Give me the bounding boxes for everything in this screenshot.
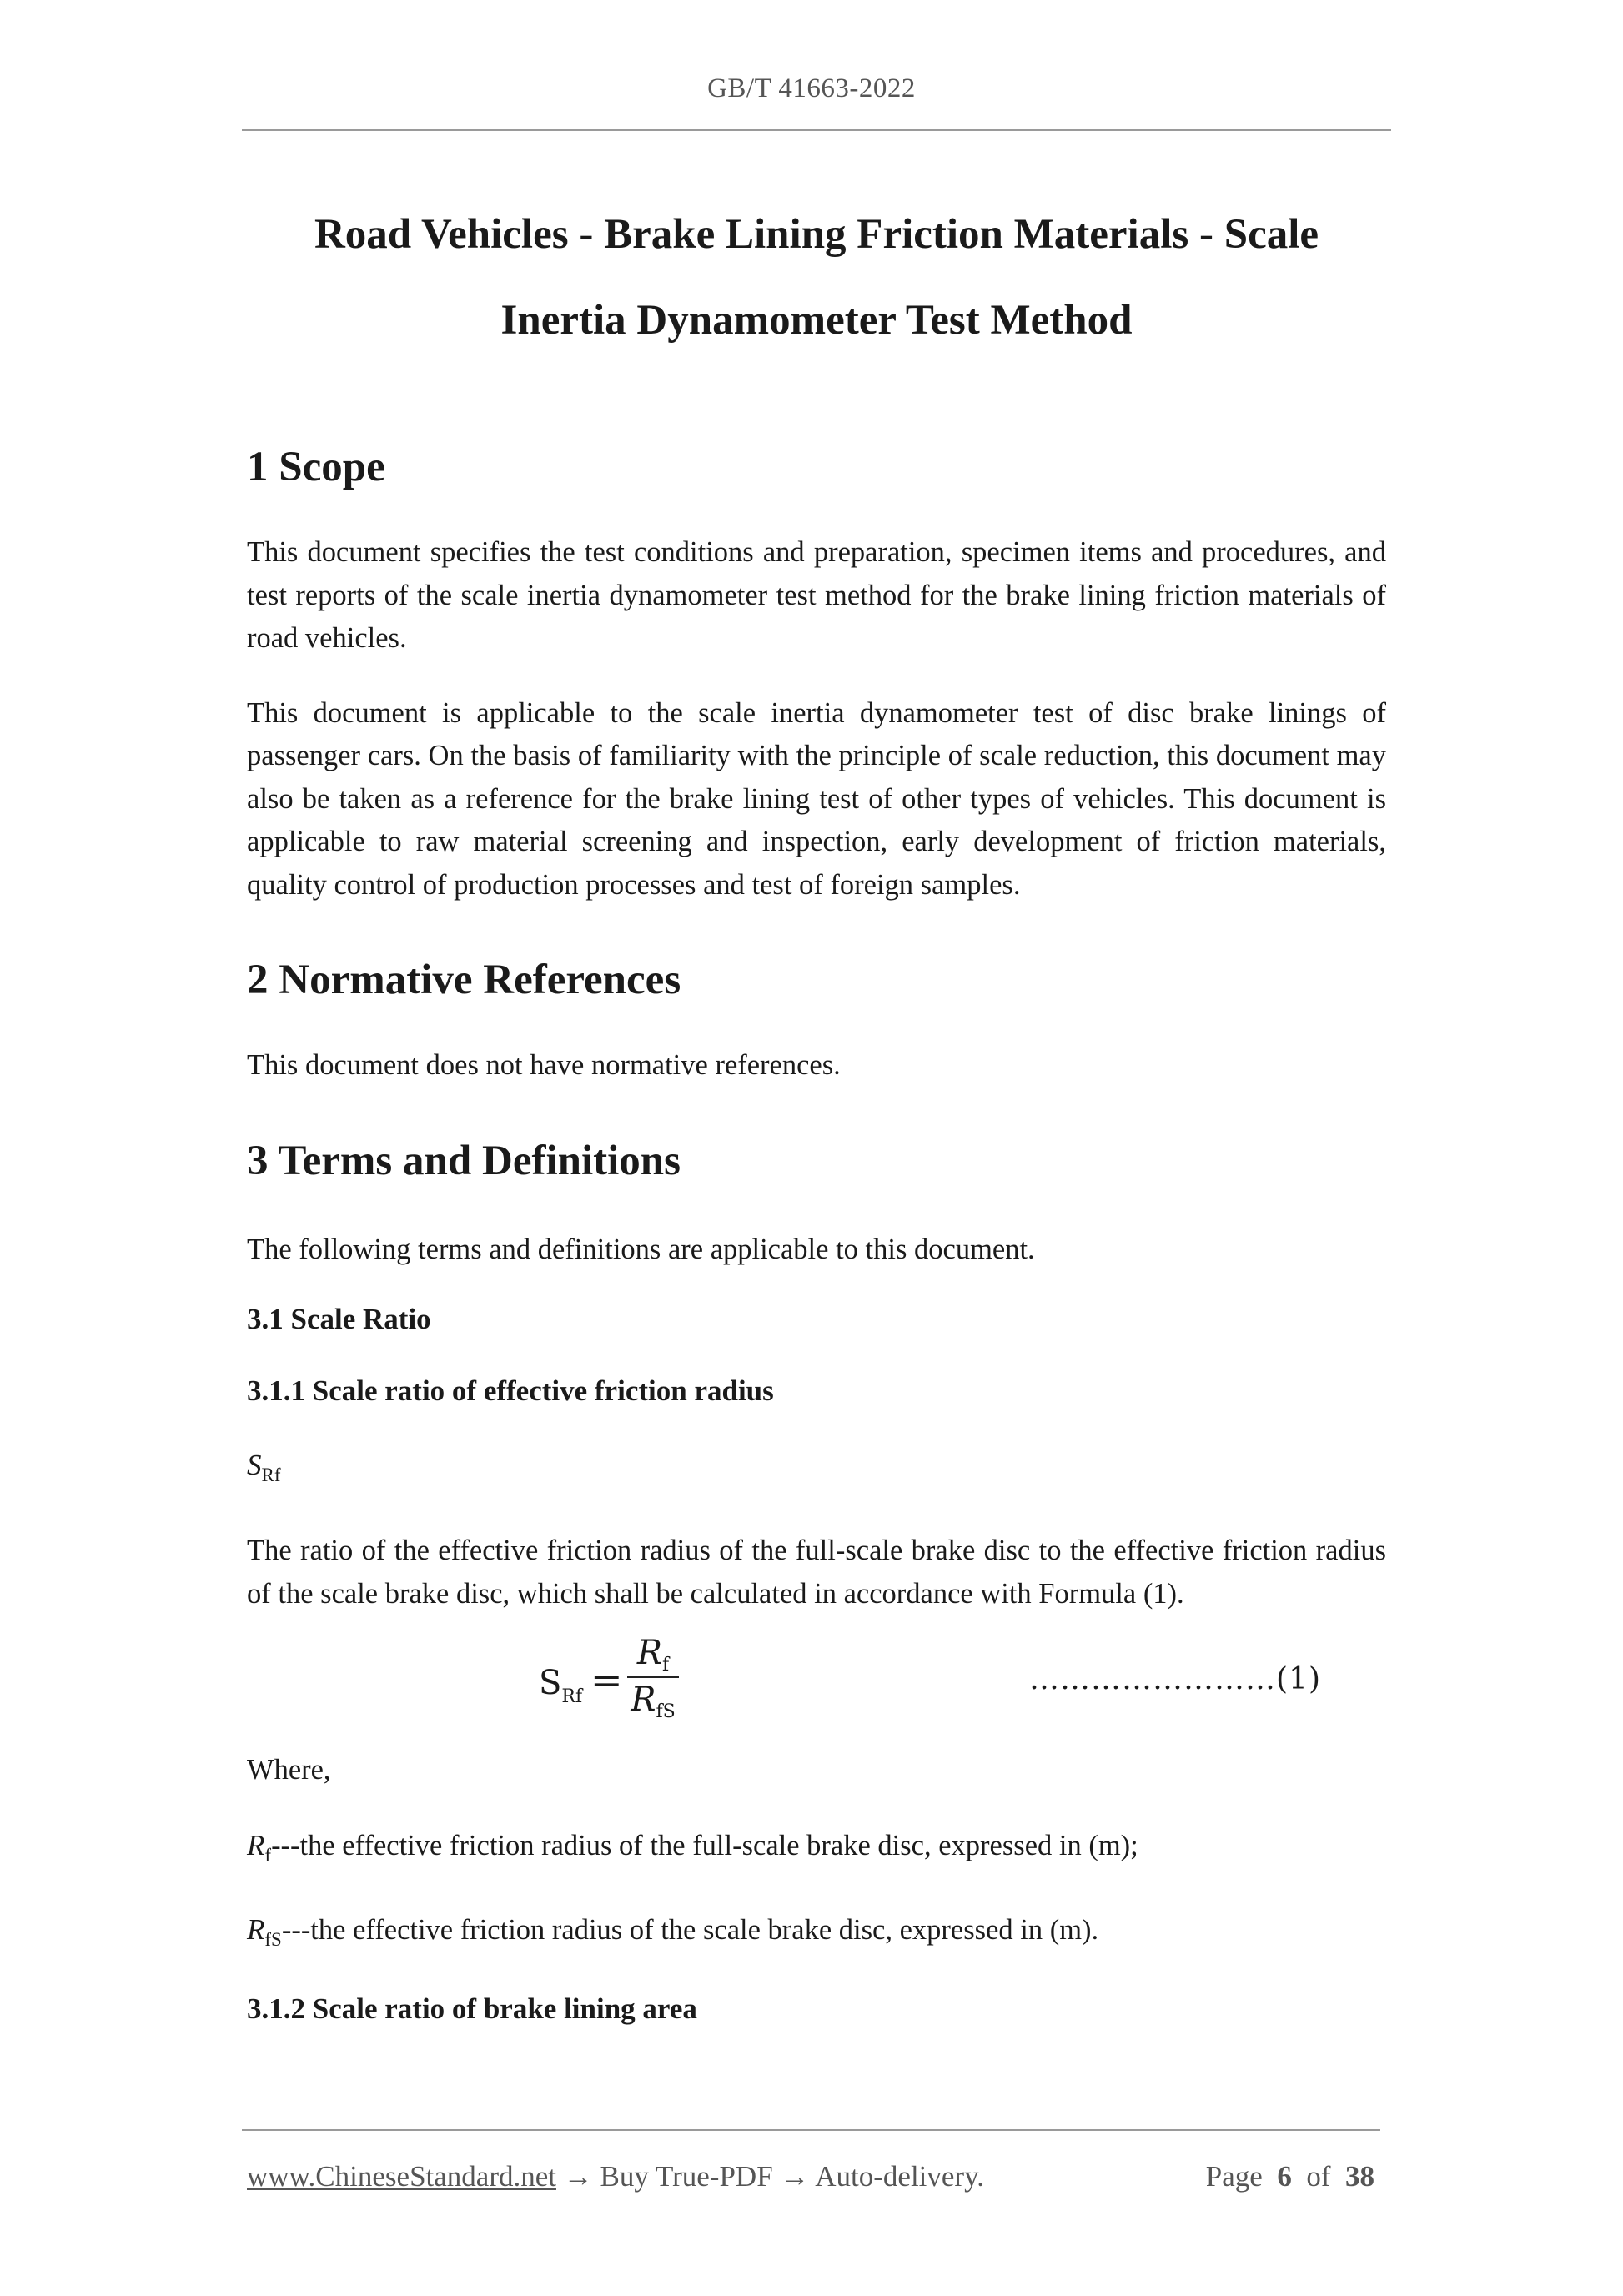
term-symbol-main: S [247, 1448, 262, 1481]
footer-promo [247, 2160, 984, 2193]
page-footer [247, 2160, 1386, 2202]
term-symbol [247, 1444, 1386, 1497]
variable-rf-definition: $R_f--$-the effective friction radius of the full-scale brake disc, expressed in (m); [247, 1828, 1138, 1866]
current-page: 6 [1277, 2160, 1292, 2193]
section-heading-scope: 1 Scope [247, 444, 385, 490]
footer-divider [242, 2129, 1380, 2131]
references-paragraph: This document does not have normative references. [247, 1049, 841, 1082]
title-line-2: Inertia Dynamometer Test Method [500, 297, 1133, 344]
document-body [247, 442, 1386, 2027]
formula-1 [247, 1634, 1386, 1726]
formula-number: ……………………(1) [1029, 1662, 1321, 1697]
arrow-icon: → [556, 2160, 600, 2193]
scope-paragraph-2: This document is applicable to the scale inertia dynamometer test of disc brake linings of passenger cars. On the basis of familiarity with the principle of scale reduction, this document may also be taken as a reference for the brake lining test of other types of vehicles. This document is applicable to raw material screening and inspection, early development of friction materials, quality control of production processes and test of foreign samples. [247, 696, 1386, 901]
auto-delivery-text: Auto-delivery. [815, 2160, 985, 2193]
where-label: Where, [247, 1754, 331, 1786]
terms-intro-paragraph: The following terms and definitions are applicable to this document. [247, 1233, 1035, 1266]
header-divider [242, 129, 1391, 131]
formula-fraction [627, 1634, 679, 1722]
page-number: Page 6 of 38 [1205, 2160, 1374, 2193]
title-line-1: Road Vehicles - Brake Lining Friction Materials - Scale [314, 211, 1319, 258]
formula-denominator: $R_{fS}$ [631, 1681, 676, 1723]
subsection-heading-3-1-2: 3.1.2 Scale ratio of brake lining area [247, 1992, 697, 2025]
formula-equals: = [590, 1657, 623, 1703]
buy-pdf-text: Buy True-PDF [600, 2160, 773, 2193]
term-definition: The ratio of the effective friction radius of the full-scale brake disc to the effective friction radius of the scale brake disc, which shall be calculated in accordance with Formula (1). [247, 1535, 1386, 1610]
subsection-heading-3-1: 3.1 Scale Ratio [247, 1302, 431, 1335]
document-title [242, 192, 1391, 364]
formula-lhs: $S_{Rf}$ [539, 1664, 583, 1708]
site-link[interactable]: www.ChineseStandard.net [247, 2160, 556, 2193]
term-symbol-sub: Rf [261, 1464, 281, 1485]
section-heading-terms: 3 Terms and Definitions [247, 1137, 681, 1184]
total-pages: 38 [1345, 2160, 1374, 2193]
subsection-heading-3-1-1: 3.1.1 Scale ratio of effective friction radius [247, 1374, 774, 1407]
arrow-icon: → [772, 2160, 816, 2193]
scope-paragraph-1: This document specifies the test conditions and preparation, specimen items and procedures, and test reports of the scale inertia dynamometer test method for the brake lining friction materials of road vehicles. [247, 536, 1386, 655]
section-heading-references: 2 Normative References [247, 957, 681, 1004]
formula-numerator: $R_f$ [636, 1634, 670, 1676]
formula-fraction-bar [627, 1676, 679, 1678]
standard-code-header: GB/T 41663-2022 [707, 73, 916, 103]
variable-rfs-definition: $R_{fS}--$-the effective friction radius of the scale brake disc, expressed in (m). [247, 1913, 1099, 1951]
